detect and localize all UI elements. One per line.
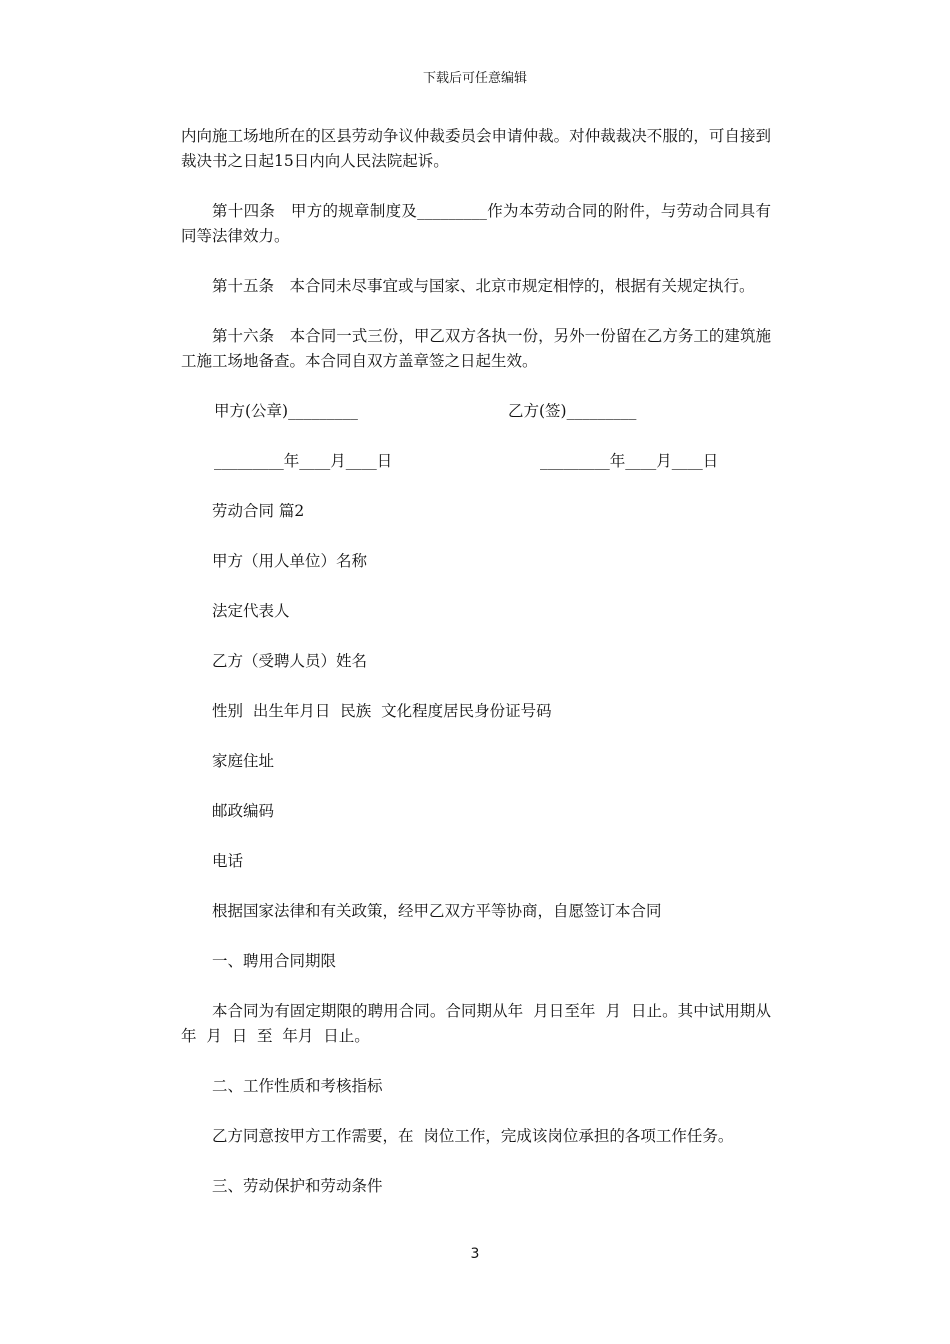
employer-name-field: 甲方（用人单位）名称 <box>212 552 368 570</box>
heading-job-nature: 二、工作性质和考核指标 <box>212 1077 383 1095</box>
party-a-date: _________年____月____日 <box>214 452 393 470</box>
page-header: 下载后可任意编辑 <box>422 71 527 86</box>
heading-contract-term: 一、聘用合同期限 <box>212 952 337 970</box>
preamble: 根据国家法律和有关政策，经甲乙双方平等协商，自愿签订本合同 <box>212 902 662 920</box>
paragraph-article-14: 第十四条 甲方的规章制度及_________作为本劳动合同的附件，与劳动合同具有同等法律效力。 <box>181 202 771 245</box>
postcode-field: 邮政编码 <box>212 802 275 820</box>
party-b-date: _________年____月____日 <box>540 452 719 470</box>
clause-contract-term: 本合同为有固定期限的聘用合同。合同期从年 月日至年 月 日止。其中试用期从 年 月 日 至 年月 日止。 <box>181 1002 781 1045</box>
heading-labor-protection: 三、劳动保护和劳动条件 <box>212 1177 383 1195</box>
employee-name-field: 乙方（受聘人员）姓名 <box>212 652 368 670</box>
party-a-signature: 甲方(公章)_________ <box>214 402 358 420</box>
paragraph-article-15: 第十五条 本合同未尽事宜或与国家、北京市规定相悖的，根据有关规定执行。 <box>212 277 755 295</box>
personal-info-field: 性别 出生年月日 民族 文化程度居民身份证号码 <box>212 702 552 720</box>
document-body <box>181 124 781 1224</box>
paragraph-arbitration: 内向施工场地所在的区县劳动争议仲裁委员会申请仲裁。对仲裁裁决不服的，可自接到裁决书之日起15日内向人民法院起诉。 <box>181 127 771 170</box>
contract-title: 劳动合同 篇2 <box>212 502 305 520</box>
paragraph-article-16: 第十六条 本合同一式三份，甲乙双方各执一份，另外一份留在乙方务工的建筑施工施工场地备查。本合同自双方盖章签之日起生效。 <box>181 327 771 370</box>
page-number: 3 <box>470 1246 480 1262</box>
legal-representative-field: 法定代表人 <box>212 602 290 620</box>
clause-job-nature: 乙方同意按甲方工作需要，在 岗位工作，完成该岗位承担的各项工作任务。 <box>212 1127 734 1145</box>
party-b-signature: 乙方(签)_________ <box>508 402 637 420</box>
signature-row <box>181 399 771 424</box>
phone-field: 电话 <box>212 852 244 870</box>
address-field: 家庭住址 <box>212 752 275 770</box>
date-row <box>181 449 771 474</box>
